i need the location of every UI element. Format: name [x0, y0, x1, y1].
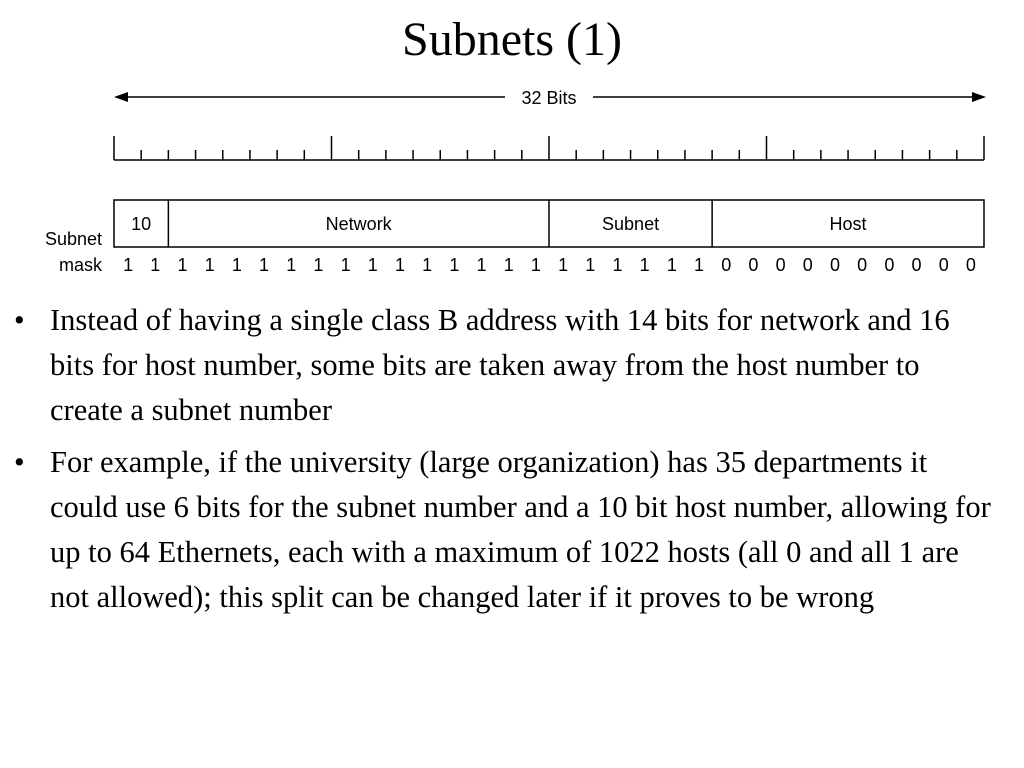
- mask-bit: 1: [694, 255, 705, 275]
- address-field-label: Network: [325, 214, 392, 234]
- mask-bit: 1: [503, 255, 514, 275]
- mask-bits: [123, 255, 976, 275]
- mask-bit: 1: [449, 255, 460, 275]
- mask-bit: 1: [612, 255, 623, 275]
- address-field-label: 10: [131, 214, 152, 234]
- address-field-label: Subnet: [602, 214, 660, 234]
- slide-title: Subnets (1): [402, 13, 622, 66]
- bit-ruler: [114, 136, 984, 160]
- width-arrow-right-head: [972, 92, 986, 102]
- mask-bit: 0: [857, 255, 868, 275]
- mask-bit: 1: [177, 255, 188, 275]
- mask-bit: 1: [286, 255, 297, 275]
- bullet-item-1: [0, 298, 1024, 433]
- mask-bit: 0: [911, 255, 922, 275]
- mask-bit: 0: [965, 255, 976, 275]
- mask-bit: 1: [394, 255, 405, 275]
- mask-bit: 1: [231, 255, 242, 275]
- subnet-diagram-svg: [0, 80, 1024, 280]
- mask-bit: 0: [829, 255, 840, 275]
- subnet-diagram: [0, 80, 1024, 280]
- mask-bit: 0: [748, 255, 759, 275]
- mask-bit: 1: [123, 255, 134, 275]
- mask-bit: 1: [340, 255, 351, 275]
- address-fields: [114, 200, 984, 247]
- mask-bit: 1: [367, 255, 378, 275]
- bullet-item-2: [0, 440, 1024, 620]
- mask-bit: 0: [884, 255, 895, 275]
- mask-label-line2: mask: [58, 255, 102, 275]
- address-field-label: Host: [829, 214, 867, 234]
- mask-bit: 1: [585, 255, 596, 275]
- mask-bit: 0: [721, 255, 732, 275]
- mask-bit: 1: [530, 255, 541, 275]
- bullet-list: [0, 298, 1024, 627]
- mask-bit: 1: [259, 255, 270, 275]
- mask-bit: 1: [666, 255, 677, 275]
- width-arrow-left-head: [114, 92, 128, 102]
- mask-bit: 1: [476, 255, 487, 275]
- bullet-text-1: Instead of having a single class B address with 14 bits for network and 16 bits for host number, some bits are taken away from the host number to create a subnet number: [50, 303, 950, 427]
- width-arrow-label: 32 Bits: [521, 88, 577, 108]
- bullet-marker-2: •: [14, 445, 25, 479]
- mask-bit: 1: [204, 255, 215, 275]
- bullet-text-2: For example, if the university (large organization) has 35 departments it could use 6 bits for the subnet number and a 10 bit host number, allowing for up to 64 Ethernets, each with a maximum of 1022 hosts (all 0 and all 1 are not allowed); this split can be changed later if it proves to be wrong: [50, 445, 991, 614]
- mask-bit: 1: [639, 255, 650, 275]
- mask-bit: 0: [802, 255, 813, 275]
- mask-bit: 0: [775, 255, 786, 275]
- mask-bit: 0: [938, 255, 949, 275]
- mask-label-line1: Subnet: [44, 229, 102, 249]
- mask-bit: 1: [422, 255, 433, 275]
- bullet-marker-1: •: [14, 303, 25, 337]
- mask-bit: 1: [150, 255, 161, 275]
- width-arrow: [114, 88, 986, 108]
- mask-bit: 1: [313, 255, 324, 275]
- mask-bit: 1: [558, 255, 569, 275]
